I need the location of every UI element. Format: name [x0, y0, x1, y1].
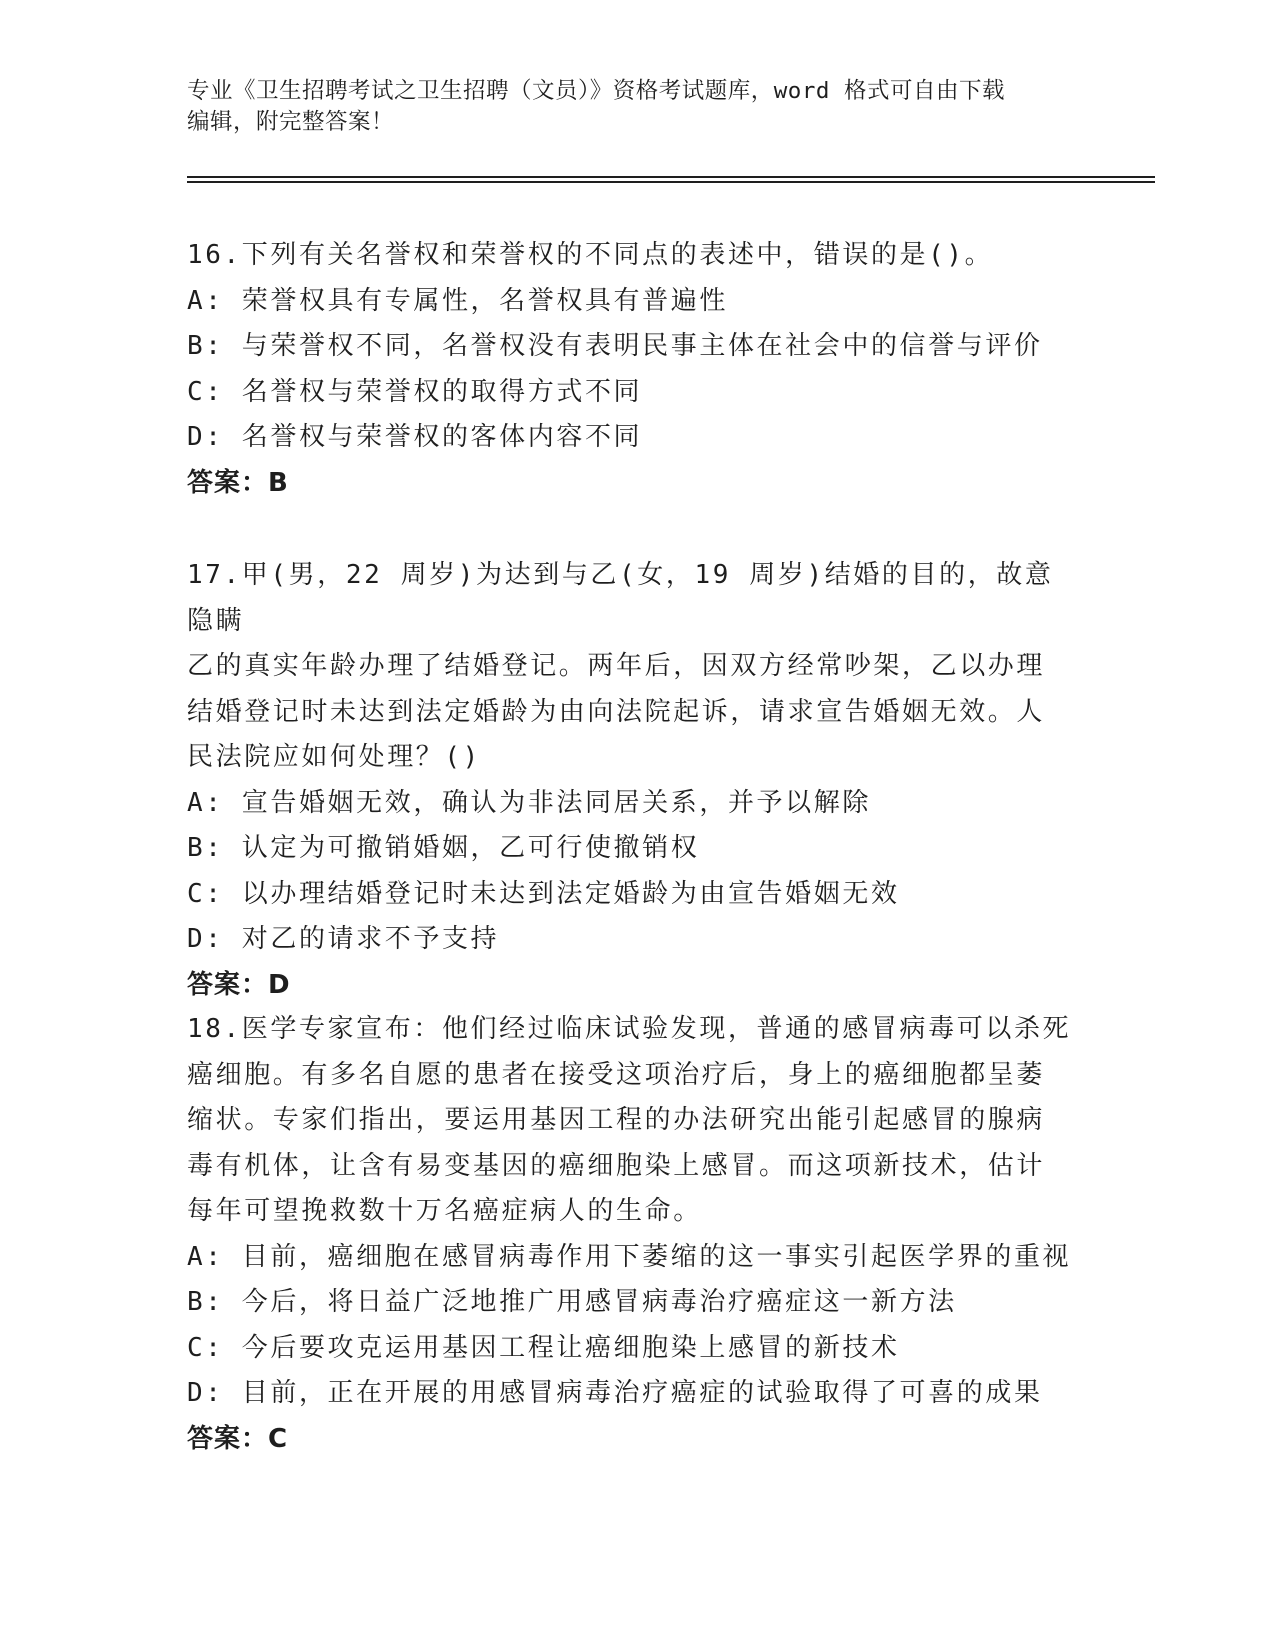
question-stem-line: 17.甲(男，22 周岁)为达到与乙(女，19 周岁)结婚的目的，故意隐瞒	[187, 560, 1054, 636]
question-stem-line: 毒有机体，让含有易变基因的癌细胞染上感冒。而这项新技术，估计	[187, 1150, 1046, 1181]
answer-label: 答案：B	[187, 467, 289, 498]
question-18	[187, 1007, 1077, 1462]
question-stem-line: 18.医学专家宣布：他们经过临床试验发现，普通的感冒病毒可以杀死	[187, 1014, 1072, 1044]
option-a: A: 宣告婚姻无效，确认为非法同居关系，并予以解除	[187, 787, 871, 818]
document-header	[187, 76, 1087, 138]
option-c: C: 名誉权与荣誉权的取得方式不同	[187, 376, 643, 407]
question-stem-line: 16.下列有关名誉权和荣誉权的不同点的表述中，错误的是()。	[187, 240, 994, 270]
option-c: C: 以办理结婚登记时未达到法定婚龄为由宣告婚姻无效	[187, 878, 900, 909]
question-17	[187, 553, 1077, 1008]
option-a: A: 荣誉权具有专属性，名誉权具有普遍性	[187, 285, 728, 316]
question-stem-line: 乙的真实年龄办理了结婚登记。两年后，因双方经常吵架，乙以办理	[187, 651, 1046, 681]
answer-label: 答案：D	[187, 969, 291, 1000]
header-line-2: 编辑，附完整答案！	[187, 109, 395, 135]
header-line-1: 专业《卫生招聘考试之卫生招聘（文员）》资格考试题库，word 格式可自由下载	[187, 78, 1005, 104]
option-c: C: 今后要攻克运用基因工程让癌细胞染上感冒的新技术	[187, 1332, 900, 1363]
option-d: D: 目前，正在开展的用感冒病毒治疗癌症的试验取得了可喜的成果	[187, 1378, 1043, 1408]
header-divider-top	[187, 176, 1155, 178]
question-stem-line: 结婚登记时未达到法定婚龄为由向法院起诉，请求宣告婚姻无效。人	[187, 696, 1046, 727]
question-stem-line: 民法院应如何处理？()	[187, 742, 481, 772]
question-16	[187, 233, 1077, 506]
option-d: D: 名誉权与荣誉权的客体内容不同	[187, 422, 643, 452]
option-b: B: 认定为可撤销婚姻，乙可行使撤销权	[187, 833, 700, 863]
header-divider-bottom	[187, 181, 1155, 183]
answer-label: 答案：C	[187, 1423, 289, 1454]
option-b: B: 今后，将日益广泛地推广用感冒病毒治疗癌症这一新方法	[187, 1287, 957, 1317]
option-d: D: 对乙的请求不予支持	[187, 924, 500, 954]
question-stem-line: 每年可望挽救数十万名癌症病人的生命。	[187, 1196, 702, 1226]
option-b: B: 与荣誉权不同，名誉权没有表明民事主体在社会中的信誉与评价	[187, 331, 1043, 361]
question-stem-line: 缩状。专家们指出，要运用基因工程的办法研究出能引起感冒的腺病	[187, 1105, 1046, 1135]
question-stem-line: 癌细胞。有多名自愿的患者在接受这项治疗后，身上的癌细胞都呈萎	[187, 1059, 1046, 1090]
option-a: A: 目前，癌细胞在感冒病毒作用下萎缩的这一事实引起医学界的重视	[187, 1241, 1072, 1272]
